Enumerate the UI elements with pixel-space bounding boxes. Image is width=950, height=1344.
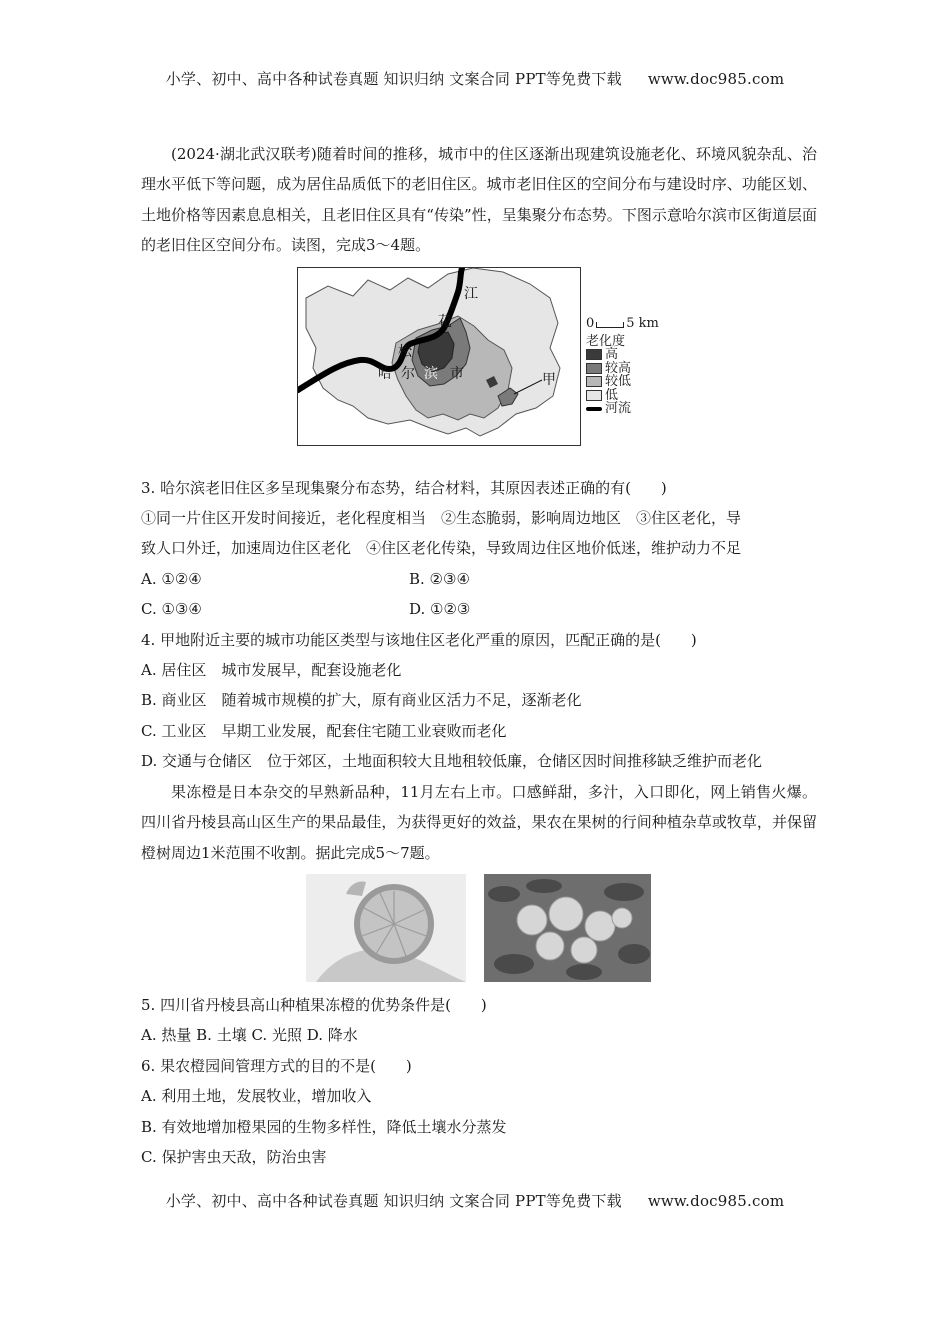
legend-title: 老化度: [586, 333, 626, 349]
river-char-song: 松: [398, 343, 412, 360]
orange-photos: [141, 874, 817, 986]
q4-option-a[interactable]: A. 居住区 城市发展早，配套设施老化: [141, 661, 402, 680]
q6-option-b[interactable]: B. 有效地增加橙果园的生物多样性，降低土壤水分蒸发: [141, 1117, 507, 1136]
legend-item-high: 高: [586, 348, 659, 362]
river-char-hua: 花: [438, 313, 452, 330]
q4-option-c[interactable]: C. 工业区 早期工业发展，配套住宅随工业衰败而老化: [141, 721, 507, 740]
place-jia-label: 甲: [542, 371, 556, 388]
map-legend: [586, 315, 659, 416]
q3-option-b[interactable]: B. ②③④: [409, 569, 470, 588]
q3-option-a[interactable]: A. ①②④: [141, 569, 202, 588]
orange-tree-svg: [484, 874, 651, 982]
scale-line: [596, 322, 624, 328]
q3-options-row-1: [141, 564, 817, 594]
page-header: [0, 68, 950, 89]
q5-options[interactable]: A. 热量 B. 土壤 C. 光照 D. 降水: [141, 1026, 358, 1045]
footer-site-link[interactable]: www.doc985.com: [647, 1192, 785, 1210]
intro-passage-1: (2024·湖北武汉联考)随着时间的推移，城市中的住区逐渐出现建筑设施老化、环境风貌杂乱、治理水平低下等问题，成为居住品质低下的老旧住区。城市老旧住区的空间分布与建设时序、功能区划、土地价格等因素息息相关，且老旧住区具有“传染”性，呈集聚分布态势。下图示意哈尔滨市区街道层面的老旧住区空间分布。读图，完成3～4题。: [141, 145, 817, 255]
harbin-map: [297, 267, 581, 446]
q3-option-d[interactable]: D. ①②③: [409, 600, 471, 619]
header-site-link[interactable]: www.doc985.com: [647, 70, 785, 88]
legend-item-fairly-low: 较低: [586, 375, 659, 389]
sliced-orange-svg: [306, 874, 466, 982]
q6-option-a[interactable]: A. 利用土地，发展牧业，增加收入: [141, 1087, 372, 1106]
q3-items-line-2: 致人口外迁，加速周边住区老化 ④住区老化传染，导致周边住区地价低迷，维护动力不足: [141, 539, 742, 558]
legend-swatch-high: [586, 349, 602, 360]
header-text: 小学、初中、高中各种试卷真题 知识归纳 文案合同 PPT等免费下载: [165, 70, 622, 88]
q3-items-line-1: ①同一片住区开发时间接近，老化程度相当 ②生态脆弱，影响周边地区 ③住区老化，导: [141, 509, 742, 528]
photo-sliced-orange: [306, 874, 466, 982]
q3-option-c[interactable]: C. ①③④: [141, 600, 202, 619]
legend-swatch-river: [586, 407, 602, 411]
river-char-jiang: 江: [464, 285, 478, 302]
scale-zero: 0: [586, 316, 595, 332]
legend-swatch-fairly-high: [586, 363, 602, 374]
city-char-ha: 哈: [378, 365, 392, 382]
footer-text: 小学、初中、高中各种试卷真题 知识归纳 文案合同 PPT等免费下载: [165, 1192, 622, 1210]
q4-stem: 4. 甲地附近主要的城市功能区类型与该地住区老化严重的原因，匹配正确的是( ): [141, 630, 697, 649]
map-svg: [298, 268, 580, 445]
legend-swatch-fairly-low: [586, 376, 602, 387]
scale-end: 5 km: [626, 316, 659, 332]
q3-options-row-2: [141, 594, 817, 624]
q6-stem: 6. 果农橙园间管理方式的目的不是( ): [141, 1056, 412, 1075]
city-char-shi: 市: [450, 365, 464, 382]
legend-swatch-low: [586, 390, 602, 401]
legend-item-low: 低: [586, 389, 659, 403]
q3-stem: 3. 哈尔滨老旧住区多呈现集聚分布态势，结合材料，其原因表述正确的有( ): [141, 478, 667, 497]
scale-bar: [586, 315, 659, 331]
q6-option-c[interactable]: C. 保护害虫天敌，防治虫害: [141, 1147, 327, 1166]
harbin-map-figure: [141, 267, 817, 467]
city-char-er: 尔: [401, 365, 415, 382]
q5-stem: 5. 四川省丹棱县高山种植果冻橙的优势条件是( ): [141, 995, 487, 1014]
q4-option-b[interactable]: B. 商业区 随着城市规模的扩大，原有商业区活力不足，逐渐老化: [141, 691, 582, 710]
document-body: [141, 139, 817, 1172]
photo-orange-tree: [484, 874, 651, 982]
page-footer: [0, 1190, 950, 1211]
legend-item-river: 河流: [586, 402, 659, 416]
intro-passage-2: 果冻橙是日本杂交的早熟新品种，11月左右上市。口感鲜甜，多汁，入口即化，网上销售火爆。四川省丹棱县高山区生产的果品最佳，为获得更好的效益，果农在果树的行间种植杂草或牧草，并保留橙树周边1米范围不收割。据此完成5～7题。: [141, 782, 817, 862]
q4-option-d[interactable]: D. 交通与仓储区 位于郊区，土地面积较大且地租较低廉，仓储区因时间推移缺乏维护而老化: [141, 752, 763, 771]
legend-item-fairly-high: 较高: [586, 362, 659, 376]
city-char-bin: 滨: [424, 365, 438, 382]
